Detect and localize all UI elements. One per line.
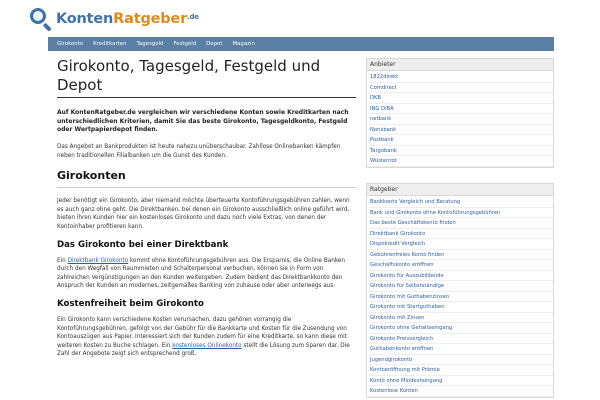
list-item [369, 334, 553, 345]
ratgeber-list [367, 196, 553, 397]
list-item [369, 218, 553, 229]
ratgeber-link[interactable]: Girokonto mit Guthabenzinsen [370, 293, 450, 300]
nav-girokonto[interactable]: Girokonto [57, 41, 84, 47]
ratgeber-link[interactable]: Girokonto ohne Gehaltseingang [370, 325, 453, 331]
list-item [369, 386, 553, 397]
anbieter-link[interactable]: ING DiBA [370, 105, 394, 112]
anbieter-link[interactable]: Wüstenrot [370, 158, 397, 164]
site-logo[interactable] [28, 6, 199, 32]
paragraph-angebot: Das Angebot an Bankprodukten ist heute nahezu unüberschaubar. Zahllose Onlinebanken kämpfen neben traditionellen Filialbanken um die Gunst des Kunden. [57, 144, 341, 159]
paragraph-text: kommt ohne Kontoführungsgebühren aus. Die Ersparnis, die Online Banken durch den Wegfall von Raummieten und Schalterpersonal verbuchen, können sie in Form von zahlreichen Vergünstigungen an den Kunden weitergeben. Zudem bedient das Direktbankkonto den Anspruch der Kunden an modernes, zeitgemäßes Banking von zuhause oder aber unterwegs aus. [57, 257, 346, 290]
heading-kostenfreiheit: Kostenfreiheit beim Girokonto [57, 299, 204, 310]
anbieter-list [367, 71, 553, 167]
ratgeber-link[interactable]: Das beste Geschäftskonto finden [370, 220, 456, 226]
main-content [57, 57, 356, 359]
anbieter-link[interactable]: Targobank [370, 147, 397, 154]
paragraph-text: Ein [57, 257, 68, 264]
nav-magazin[interactable]: Magazin [232, 41, 255, 47]
nav-depot[interactable]: Depot [206, 41, 223, 47]
list-item [369, 302, 553, 313]
anbieter-link[interactable]: DKB [370, 95, 381, 101]
heading-direktbank: Das Girokonto bei einer Direktbank [57, 239, 229, 250]
link-kostenloses-onlinekonto[interactable]: kostenloses Onlinekonto [172, 342, 242, 349]
list-item [369, 83, 553, 94]
paragraph-text: Ein Girokonto kann verschiedene Kosten verursachen, dazu gehören vorrangig die Kontoführungsgebühren, gefolgt von der Gebühr für die Bankkarte und Kosten für die Zusendung von Kontoauszügen aus Papier. Interessiert sich der Kunden zudem für eine Kreditkarte, so kann diese mit weiteren Kosten zu Buche schlagen. Ein [57, 317, 347, 349]
list-item [369, 323, 553, 334]
page-title: Girokonto, Tagesgeld, Festgeld und Depot [57, 57, 356, 98]
sidebar-heading: Ratgeber [367, 184, 553, 196]
list-item [369, 271, 553, 282]
list-item [369, 260, 553, 271]
main-nav [48, 37, 554, 51]
link-direktbank-girokonto[interactable]: Direktbank Girokonto [67, 257, 129, 264]
list-item [369, 197, 553, 208]
paragraph-kostenfreiheit [57, 316, 356, 359]
anbieter-link[interactable]: Comdirect [370, 84, 397, 91]
ratgeber-link[interactable]: Jugendgirokonto [370, 356, 413, 363]
logo-text: KontenRatgeber$^{.de}$ [56, 11, 199, 27]
list-item [369, 376, 553, 387]
paragraph-girokonten: Jeder benötigt ein Girokonto, aber niemand möchte überteuerte Kontoführungsgebühren zahlen, wenn es auch ganz ohne geht. Die Direktbanken, bei denen ein Girokonto ausschließlich online geführt wird, bieten ihren Kunden hier ein kostenloses Girokonto und dazu noch viele Extras, von denen der Kontoinhaber profitieren kann. [57, 198, 350, 231]
list-item [369, 104, 553, 115]
list-item [369, 72, 553, 83]
list-item [369, 156, 553, 167]
ratgeber-link[interactable]: Kontoeröffnung mit Prämie [370, 367, 440, 373]
list-item [369, 344, 553, 355]
ratgeber-link[interactable]: Girokonto Preisvergleich [370, 335, 433, 342]
list-item [369, 313, 553, 324]
list-item [369, 146, 553, 157]
anbieter-link[interactable]: netbank [370, 116, 392, 122]
list-item [369, 365, 553, 376]
anbieter-link[interactable]: 1822direkt [370, 74, 399, 80]
sidebar-anbieter [366, 58, 554, 168]
nav-festgeld[interactable]: Festgeld [173, 41, 197, 47]
heading-girokonten: Girokonten [57, 169, 356, 188]
list-item [369, 135, 553, 146]
nav-tagesgeld[interactable]: Tagesgeld [136, 41, 164, 47]
sidebar-heading: Anbieter [367, 59, 553, 71]
ratgeber-link[interactable]: Geschäftskonto eröffnen [370, 262, 434, 268]
ratgeber-link[interactable]: Girokonto mit Startguthaben [370, 304, 445, 310]
list-item [369, 229, 553, 240]
ratgeber-link[interactable]: Direktbank Girokonto [370, 230, 426, 237]
ratgeber-link[interactable]: Dispokredit Vergleich [370, 241, 426, 247]
ratgeber-link[interactable]: Kostenlose Konten [370, 388, 418, 394]
sidebar-ratgeber [366, 183, 554, 398]
ratgeber-link[interactable]: Konto ohne Mindesteingang [370, 377, 443, 384]
ratgeber-link[interactable]: Guthabenkonto eröffnen [370, 346, 434, 352]
ratgeber-link[interactable]: Girokonto für Selbstständige [370, 283, 445, 289]
list-item [369, 114, 553, 125]
list-item [369, 250, 553, 261]
ratgeber-link[interactable]: Gebührenfreies Konto finden [370, 251, 445, 258]
list-item [369, 208, 553, 219]
list-item [369, 93, 553, 104]
paragraph-text: stellt die Lösung zum Sparen dar. Die Zahl der Angebote zeigt sich entsprechend groß. [57, 342, 350, 358]
ratgeber-link[interactable]: Bankkonto Vergleich und Beratung [370, 199, 461, 205]
list-item [369, 292, 553, 303]
magnifier-icon [28, 6, 54, 32]
anbieter-link[interactable]: Postbank [370, 137, 394, 143]
list-item [369, 355, 553, 366]
ratgeber-link[interactable]: Girokonto mit Zinsen [370, 314, 425, 321]
list-item [369, 239, 553, 250]
intro-text: Auf KontenRatgeber.de vergleichen wir verschiedene Konten sowie Kreditkarten nach unterschiedlichen Kriterien, damit Sie das beste Girokonto, Tagesgeldkonto, Festgeld oder Wertpapierdepot finden. [57, 109, 349, 134]
ratgeber-link[interactable]: Bank und Girokonto ohne Kontoführungsgebühren [370, 209, 501, 216]
paragraph-direktbank [57, 257, 356, 291]
site-header [0, 0, 600, 36]
ratgeber-link[interactable]: Girokonto für Auszubildende [370, 272, 444, 279]
nav-kreditkarten[interactable]: Kreditkarten [93, 41, 127, 47]
anbieter-link[interactable]: Norisbank [370, 126, 397, 133]
list-item [369, 281, 553, 292]
list-item [369, 125, 553, 136]
